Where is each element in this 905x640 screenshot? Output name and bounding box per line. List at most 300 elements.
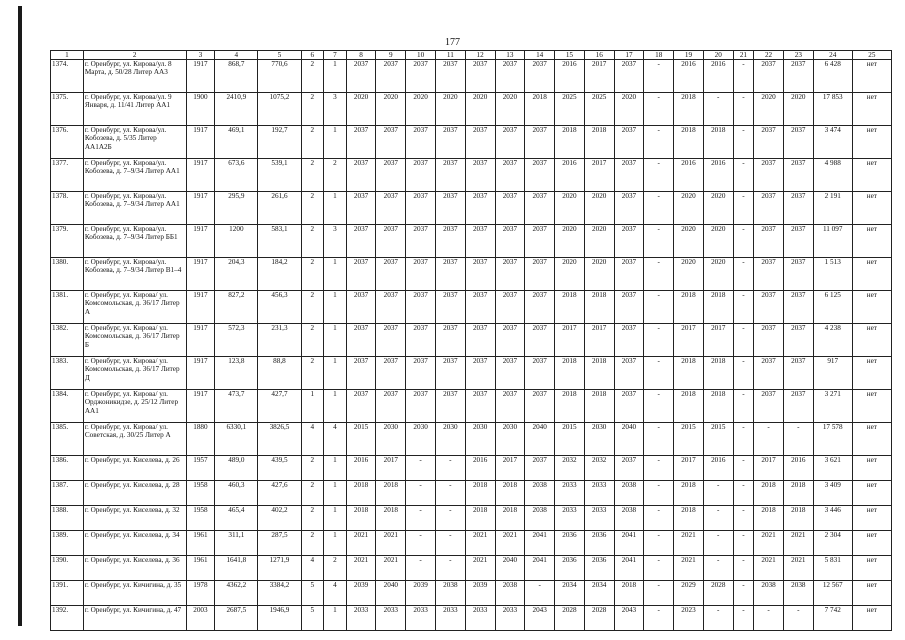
row-number: 1388. xyxy=(51,506,84,531)
table-cell: 2017 xyxy=(555,324,585,357)
table-cell: 2 xyxy=(301,93,324,126)
address-cell: г. Оренбург, ул. Киселева, д. 32 xyxy=(83,506,186,531)
column-header: 16 xyxy=(584,51,614,60)
table-cell: 2018 xyxy=(584,357,614,390)
table-cell: 2037 xyxy=(525,225,555,258)
table-cell: 2018 xyxy=(584,390,614,423)
table-cell: нет xyxy=(852,357,891,390)
table-cell: 673,6 xyxy=(215,159,258,192)
table-cell: 2020 xyxy=(346,93,376,126)
table-row xyxy=(51,581,892,606)
table-cell: 261,6 xyxy=(258,192,301,225)
table-cell: 2037 xyxy=(406,357,436,390)
table-cell: 2033 xyxy=(465,606,495,631)
table-row xyxy=(51,192,892,225)
table-row xyxy=(51,390,892,423)
table-cell: - xyxy=(733,606,754,631)
table-cell: - xyxy=(644,481,674,506)
table-cell: 2016 xyxy=(703,456,733,481)
table-cell: 2037 xyxy=(783,225,813,258)
table-cell: 2 xyxy=(301,192,324,225)
table-cell: 3 621 xyxy=(813,456,852,481)
table-cell: 489,0 xyxy=(215,456,258,481)
table-cell: 2038 xyxy=(525,481,555,506)
table-cell: - xyxy=(733,291,754,324)
table-cell: 2037 xyxy=(406,192,436,225)
table-cell: - xyxy=(644,556,674,581)
table-cell: 2037 xyxy=(754,390,784,423)
table-cell: 2021 xyxy=(376,556,406,581)
table-cell: 2018 xyxy=(495,506,525,531)
table-cell: нет xyxy=(852,531,891,556)
table-cell: - xyxy=(733,506,754,531)
table-cell: 5 831 xyxy=(813,556,852,581)
table-cell: 2017 xyxy=(703,324,733,357)
table-cell: 2037 xyxy=(346,291,376,324)
table-cell: 2021 xyxy=(754,556,784,581)
table-cell: - xyxy=(703,606,733,631)
table-cell: 2018 xyxy=(703,291,733,324)
table-cell: 2037 xyxy=(376,159,406,192)
table-cell: 2018 xyxy=(674,357,704,390)
table-row xyxy=(51,423,892,456)
table-cell: 2039 xyxy=(346,581,376,606)
table-cell: 2041 xyxy=(614,556,644,581)
row-number: 1379. xyxy=(51,225,84,258)
table-cell: 2037 xyxy=(435,159,465,192)
table-cell: 5 xyxy=(301,606,324,631)
table-cell: 1200 xyxy=(215,225,258,258)
table-cell: 2037 xyxy=(376,60,406,93)
table-cell: 2037 xyxy=(525,291,555,324)
table-cell: 2020 xyxy=(703,258,733,291)
table-cell: 1917 xyxy=(186,291,215,324)
table-cell: 2021 xyxy=(465,556,495,581)
table-cell: 1946,9 xyxy=(258,606,301,631)
table-cell: 2041 xyxy=(614,531,644,556)
table-cell: 287,5 xyxy=(258,531,301,556)
table-cell: 12 567 xyxy=(813,581,852,606)
table-cell: - xyxy=(733,225,754,258)
table-cell: 2037 xyxy=(346,126,376,159)
table-cell: - xyxy=(733,423,754,456)
table-cell: 4 xyxy=(301,423,324,456)
table-row xyxy=(51,258,892,291)
table-cell: 2018 xyxy=(525,93,555,126)
table-cell: 2037 xyxy=(346,324,376,357)
address-cell: г. Оренбург, ул. Кирова/ул. 8 Марта, д. 50/28 Литер АА3 xyxy=(83,60,186,93)
table-cell: 2016 xyxy=(555,60,585,93)
table-cell: 2037 xyxy=(435,357,465,390)
table-cell: 2020 xyxy=(674,225,704,258)
table-cell: 2041 xyxy=(525,531,555,556)
table-cell: 2038 xyxy=(495,581,525,606)
table-cell: 2037 xyxy=(346,192,376,225)
table-cell: - xyxy=(733,556,754,581)
table-cell: - xyxy=(733,258,754,291)
address-cell: г. Оренбург, ул. Кирова/ ул. Комсомольская, д. 36/17 Литер А xyxy=(83,291,186,324)
table-cell: 2033 xyxy=(584,481,614,506)
table-cell: 88,8 xyxy=(258,357,301,390)
table-cell: нет xyxy=(852,481,891,506)
table-cell: 4362,2 xyxy=(215,581,258,606)
table-cell: 2003 xyxy=(186,606,215,631)
table-cell: 2 304 xyxy=(813,531,852,556)
table-cell: 2020 xyxy=(674,258,704,291)
table-cell: 2038 xyxy=(754,581,784,606)
table-cell: 2036 xyxy=(555,531,585,556)
table-cell: 2016 xyxy=(674,60,704,93)
table-cell: нет xyxy=(852,291,891,324)
table-cell: 2016 xyxy=(703,60,733,93)
table-cell: 2018 xyxy=(346,481,376,506)
table-cell: 2037 xyxy=(525,324,555,357)
table-cell: 2020 xyxy=(495,93,525,126)
table-cell: нет xyxy=(852,581,891,606)
row-number: 1386. xyxy=(51,456,84,481)
table-cell: 2015 xyxy=(346,423,376,456)
table-cell: - xyxy=(703,481,733,506)
column-header: 12 xyxy=(465,51,495,60)
table-cell: 439,5 xyxy=(258,456,301,481)
table-cell: 2015 xyxy=(555,423,585,456)
table-cell: 2021 xyxy=(783,531,813,556)
column-header: 18 xyxy=(644,51,674,60)
table-cell: 2 191 xyxy=(813,192,852,225)
table-cell: 827,2 xyxy=(215,291,258,324)
table-cell: 2018 xyxy=(614,581,644,606)
row-number: 1387. xyxy=(51,481,84,506)
table-cell: 2037 xyxy=(614,291,644,324)
table-cell: 3384,2 xyxy=(258,581,301,606)
table-cell: 2037 xyxy=(376,324,406,357)
table-cell: нет xyxy=(852,556,891,581)
table-cell: 2015 xyxy=(703,423,733,456)
table-cell: - xyxy=(783,606,813,631)
table-cell: 2037 xyxy=(495,324,525,357)
table-cell: 2033 xyxy=(435,606,465,631)
table-cell: 2037 xyxy=(495,291,525,324)
table-cell: 1 xyxy=(301,390,324,423)
table-cell: нет xyxy=(852,456,891,481)
table-cell: нет xyxy=(852,606,891,631)
page-number: 177 xyxy=(445,37,460,48)
row-number: 1381. xyxy=(51,291,84,324)
column-number-row xyxy=(51,51,892,60)
table-cell: 2037 xyxy=(465,159,495,192)
table-cell: 473,7 xyxy=(215,390,258,423)
table-cell: 2037 xyxy=(783,126,813,159)
table-cell: 2037 xyxy=(754,291,784,324)
table-cell: 2037 xyxy=(376,390,406,423)
table-cell: 2018 xyxy=(674,126,704,159)
address-cell: г. Оренбург, ул. Кирова/ул. Кобозева, д. 7–9/34 Литер АА1 xyxy=(83,192,186,225)
table-cell: 2037 xyxy=(525,456,555,481)
table-cell: 2037 xyxy=(614,126,644,159)
table-cell: 2021 xyxy=(376,531,406,556)
table-cell: 2037 xyxy=(346,60,376,93)
column-header: 3 xyxy=(186,51,215,60)
table-cell: 2037 xyxy=(754,159,784,192)
column-header: 10 xyxy=(406,51,436,60)
table-cell: - xyxy=(644,506,674,531)
column-header: 14 xyxy=(525,51,555,60)
table-cell: 2410,9 xyxy=(215,93,258,126)
column-header: 2 xyxy=(83,51,186,60)
column-header: 11 xyxy=(435,51,465,60)
table-cell: 2037 xyxy=(465,291,495,324)
table-cell: 2037 xyxy=(435,291,465,324)
table-cell: 2 xyxy=(301,324,324,357)
table-cell: 2 xyxy=(301,291,324,324)
table-cell: 2037 xyxy=(346,390,376,423)
table-cell: 1 xyxy=(324,324,347,357)
table-cell: - xyxy=(435,481,465,506)
table-cell: 1958 xyxy=(186,481,215,506)
table-cell: 17 578 xyxy=(813,423,852,456)
table-cell: 2037 xyxy=(614,456,644,481)
table-cell: 572,3 xyxy=(215,324,258,357)
table-cell: 2021 xyxy=(674,531,704,556)
table-cell: 2034 xyxy=(555,581,585,606)
table-cell: 2020 xyxy=(406,93,436,126)
table-cell: 2 xyxy=(301,481,324,506)
table-cell: 2017 xyxy=(584,60,614,93)
address-cell: г. Оренбург, ул. Кирова/ ул. Советская, д. 30/25 Литер А xyxy=(83,423,186,456)
column-header: 6 xyxy=(301,51,324,60)
table-cell: 2037 xyxy=(435,390,465,423)
table-row xyxy=(51,357,892,390)
table-cell: 2037 xyxy=(614,324,644,357)
table-cell: 2037 xyxy=(465,192,495,225)
column-header: 23 xyxy=(783,51,813,60)
table-cell: 2030 xyxy=(495,423,525,456)
table-cell: нет xyxy=(852,506,891,531)
table-cell: 4 xyxy=(301,556,324,581)
table-cell: - xyxy=(733,126,754,159)
table-cell: 1 513 xyxy=(813,258,852,291)
table-cell: 2018 xyxy=(754,481,784,506)
table-cell: 1641,8 xyxy=(215,556,258,581)
column-header: 19 xyxy=(674,51,704,60)
table-cell: 2037 xyxy=(754,192,784,225)
table-cell: 2037 xyxy=(346,357,376,390)
table-cell: 2018 xyxy=(703,357,733,390)
table-cell: 2037 xyxy=(465,390,495,423)
table-cell: 2040 xyxy=(495,556,525,581)
table-cell: 868,7 xyxy=(215,60,258,93)
binding-edge xyxy=(18,6,22,626)
table-cell: 2020 xyxy=(376,93,406,126)
table-cell: 2037 xyxy=(406,60,436,93)
table-cell: 2037 xyxy=(495,192,525,225)
table-cell: 2037 xyxy=(376,291,406,324)
table-cell: 2023 xyxy=(674,606,704,631)
table-cell: 2037 xyxy=(783,258,813,291)
row-number: 1374. xyxy=(51,60,84,93)
table-cell: 2037 xyxy=(435,225,465,258)
table-cell: 917 xyxy=(813,357,852,390)
table-cell: 2 xyxy=(301,456,324,481)
table-cell: - xyxy=(754,606,784,631)
table-cell: 2033 xyxy=(406,606,436,631)
column-header: 24 xyxy=(813,51,852,60)
table-row xyxy=(51,456,892,481)
table-cell: 123,8 xyxy=(215,357,258,390)
table-cell: 2034 xyxy=(584,581,614,606)
table-cell: 204,3 xyxy=(215,258,258,291)
table-cell: - xyxy=(435,556,465,581)
table-cell: - xyxy=(783,423,813,456)
row-number: 1390. xyxy=(51,556,84,581)
table-cell: 1 xyxy=(324,357,347,390)
column-header: 9 xyxy=(376,51,406,60)
table-cell: 2037 xyxy=(525,357,555,390)
address-cell: г. Оренбург, ул. Кирова/ул. Кобозева, д. 7–9/34 Литер ББ1 xyxy=(83,225,186,258)
table-cell: - xyxy=(406,531,436,556)
table-row xyxy=(51,126,892,159)
table-row xyxy=(51,60,892,93)
table-row xyxy=(51,159,892,192)
table-cell: 1900 xyxy=(186,93,215,126)
table-cell: - xyxy=(733,192,754,225)
table-cell: - xyxy=(733,481,754,506)
table-cell: 2043 xyxy=(614,606,644,631)
table-cell: 2037 xyxy=(346,258,376,291)
table-cell: 2016 xyxy=(674,159,704,192)
table-cell: 11 097 xyxy=(813,225,852,258)
table-cell: 2017 xyxy=(584,324,614,357)
table-cell: 2036 xyxy=(584,556,614,581)
table-cell: 311,1 xyxy=(215,531,258,556)
table-cell: 465,4 xyxy=(215,506,258,531)
table-cell: 1978 xyxy=(186,581,215,606)
table-cell: 460,3 xyxy=(215,481,258,506)
table-cell: 2018 xyxy=(754,506,784,531)
table-cell: 2017 xyxy=(754,456,784,481)
table-cell: 3 xyxy=(324,225,347,258)
table-cell: - xyxy=(644,531,674,556)
address-cell: г. Оренбург, ул. Кирова/ул. Кобозева, д. 5/35 Литер АА1А2Б xyxy=(83,126,186,159)
table-row xyxy=(51,556,892,581)
table-cell: 2020 xyxy=(465,93,495,126)
table-row xyxy=(51,324,892,357)
table-cell: 2037 xyxy=(754,225,784,258)
table-cell: 6 125 xyxy=(813,291,852,324)
table-cell: 2021 xyxy=(495,531,525,556)
table-cell: - xyxy=(406,506,436,531)
table-cell: - xyxy=(644,423,674,456)
table-cell: 2018 xyxy=(376,506,406,531)
table-cell: 2037 xyxy=(525,390,555,423)
table-cell: 2037 xyxy=(495,225,525,258)
address-cell: г. Оренбург, ул. Киселева, д. 26 xyxy=(83,456,186,481)
row-number: 1385. xyxy=(51,423,84,456)
table-cell: 2037 xyxy=(495,159,525,192)
table-cell: 2028 xyxy=(584,606,614,631)
table-cell: 2030 xyxy=(406,423,436,456)
table-cell: - xyxy=(733,531,754,556)
table-cell: 3 409 xyxy=(813,481,852,506)
table-cell: 2030 xyxy=(584,423,614,456)
table-cell: 2025 xyxy=(584,93,614,126)
table-cell: 2037 xyxy=(376,225,406,258)
column-header: 15 xyxy=(555,51,585,60)
table-cell: 2037 xyxy=(376,192,406,225)
table-cell: 2037 xyxy=(525,258,555,291)
table-cell: 2 xyxy=(301,258,324,291)
table-cell: 2037 xyxy=(614,357,644,390)
address-cell: г. Оренбург, ул. Кирова/ ул. Орджоникидзе, д. 25/12 Литер АА1 xyxy=(83,390,186,423)
table-cell: 2030 xyxy=(376,423,406,456)
table-cell: 2037 xyxy=(783,357,813,390)
table-cell: 2028 xyxy=(703,581,733,606)
table-cell: 2037 xyxy=(376,357,406,390)
table-cell: 2037 xyxy=(783,192,813,225)
table-cell: 2017 xyxy=(674,324,704,357)
table-cell: 2030 xyxy=(435,423,465,456)
table-cell: 583,1 xyxy=(258,225,301,258)
housing-register-table xyxy=(50,50,892,631)
table-cell: - xyxy=(733,159,754,192)
table-cell: 2017 xyxy=(376,456,406,481)
table-cell: 2018 xyxy=(376,481,406,506)
table-cell: 2036 xyxy=(584,531,614,556)
table-cell: 2 xyxy=(301,60,324,93)
row-number: 1377. xyxy=(51,159,84,192)
table-cell: 2 xyxy=(301,357,324,390)
table-cell: 2028 xyxy=(555,606,585,631)
table-cell: - xyxy=(703,531,733,556)
table-cell: 427,7 xyxy=(258,390,301,423)
table-cell: - xyxy=(644,126,674,159)
table-cell: - xyxy=(644,159,674,192)
table-cell: 1 xyxy=(324,506,347,531)
table-cell: - xyxy=(733,390,754,423)
table-cell: 2015 xyxy=(674,423,704,456)
table-cell: 2040 xyxy=(614,423,644,456)
table-cell: 1917 xyxy=(186,126,215,159)
table-cell: 2038 xyxy=(435,581,465,606)
table-cell: 2018 xyxy=(703,390,733,423)
table-cell: 2037 xyxy=(465,60,495,93)
table-cell: 5 xyxy=(301,581,324,606)
table-cell: 192,7 xyxy=(258,126,301,159)
table-row xyxy=(51,531,892,556)
table-cell: - xyxy=(703,506,733,531)
table-cell: 2032 xyxy=(555,456,585,481)
table-cell: 2037 xyxy=(614,225,644,258)
table-cell: нет xyxy=(852,324,891,357)
table-cell: 2037 xyxy=(435,60,465,93)
table-cell: 1 xyxy=(324,258,347,291)
table-cell: 2018 xyxy=(674,390,704,423)
table-cell: 2043 xyxy=(525,606,555,631)
column-header: 13 xyxy=(495,51,525,60)
table-cell: 1917 xyxy=(186,357,215,390)
table-cell: 2033 xyxy=(495,606,525,631)
table-cell: 2016 xyxy=(555,159,585,192)
table-cell: 2020 xyxy=(703,225,733,258)
table-cell: 2037 xyxy=(754,126,784,159)
table-cell: 2037 xyxy=(614,390,644,423)
table-cell: 2018 xyxy=(555,291,585,324)
table-cell: 2 xyxy=(301,126,324,159)
table-cell: 1957 xyxy=(186,456,215,481)
table-cell: 2018 xyxy=(495,481,525,506)
table-cell: 7 742 xyxy=(813,606,852,631)
table-cell: нет xyxy=(852,159,891,192)
